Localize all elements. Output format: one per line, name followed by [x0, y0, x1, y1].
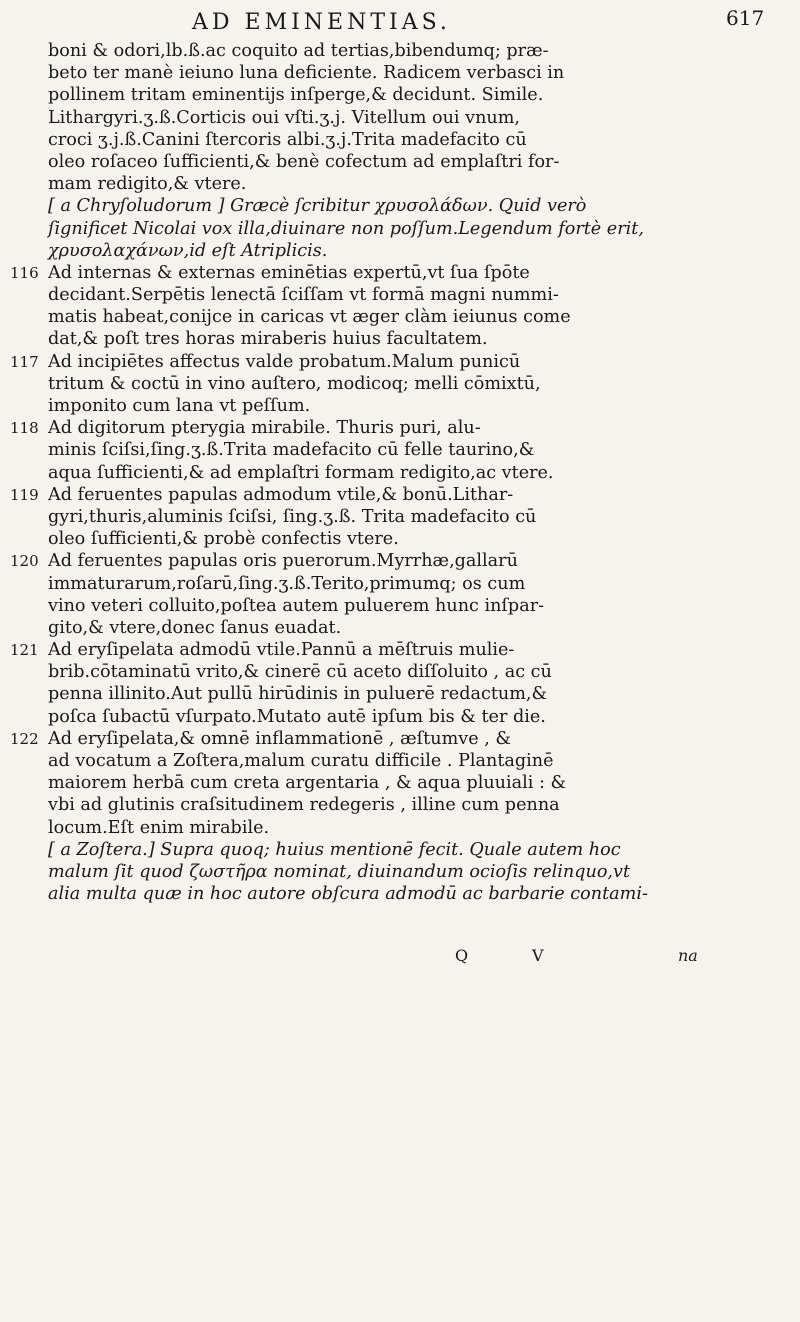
line-text: [ a Zoſtera.] Supra quoq; huius mentionē fecit. Quale autem hoc — [48, 839, 621, 860]
line-text: vbi ad glutinis craſsitudinem redegeris , illine cum penna — [48, 795, 560, 816]
text-line — [10, 462, 794, 484]
text-line — [10, 62, 794, 84]
text-line — [10, 750, 794, 772]
text-line — [10, 506, 794, 528]
line-text: malum ſit quod ζωστῆρα nominat, diuinandum ocioſis relinquo,vt — [48, 861, 631, 882]
text-line — [10, 772, 794, 794]
text-line — [10, 151, 794, 173]
line-text: beto ter manè ieiuno luna deficiente. Radicem verbasci in — [48, 63, 565, 84]
page-number: 617 — [726, 6, 765, 30]
line-text: Ad feruentes papulas oris puerorum.Myrrhæ,gallarū — [48, 551, 518, 572]
remedy-number: 116 — [10, 263, 39, 282]
text-line — [10, 706, 794, 728]
text-line — [10, 573, 794, 595]
text-line — [10, 107, 794, 129]
line-text: Ad feruentes papulas admodum vtile,& bonū.Lithar- — [48, 484, 514, 505]
line-text: matis habeat,conijce in caricas vt æger clàm ieiunus come — [48, 307, 571, 328]
line-text: mam redigito,& vtere. — [48, 174, 247, 195]
text-body — [10, 40, 794, 905]
text-line — [10, 328, 794, 350]
line-text: brib.cōtaminatū vrito,& cinerē cū aceto diſſoluito , ac cū — [48, 662, 552, 683]
signature-line — [0, 946, 800, 970]
text-line — [10, 794, 794, 816]
text-line — [10, 550, 794, 572]
text-line — [10, 439, 794, 461]
running-header — [0, 6, 800, 40]
text-line — [10, 218, 794, 240]
remedy-number: 121 — [10, 641, 39, 660]
text-line — [10, 839, 794, 861]
remedy-number: 117 — [10, 352, 39, 371]
text-line — [10, 173, 794, 195]
remedy-number: 120 — [10, 552, 39, 571]
line-text: croci ʒ.j.ß.Canini ſtercoris albi.ʒ.j.Trita madefacito cū — [48, 129, 527, 150]
line-text: maiorem herbā cum creta argentaria , & aqua pluuiali : & — [48, 773, 567, 794]
text-line — [10, 661, 794, 683]
line-text: poſca ſubactū vſurpato.Mutato autē ipſum bis & ter die. — [48, 706, 546, 727]
line-text: oleo roſaceo ſufficienti,& benè cofectum ad emplaſtri for- — [48, 151, 560, 172]
remedy-number: 122 — [10, 729, 39, 748]
line-text: dat,& poſt tres horas miraberis huius facultatem. — [48, 329, 488, 350]
text-line — [10, 817, 794, 839]
text-line — [10, 883, 794, 905]
line-text: pollinem tritam eminentijs inſperge,& decidunt. Simile. — [48, 85, 544, 106]
text-line — [10, 306, 794, 328]
line-text: Ad digitorum pterygia mirabile. Thuris puri, alu- — [48, 418, 481, 439]
line-text: immaturarum,roſarū,ſing.ʒ.ß.Terito,primumq; os cum — [48, 573, 526, 594]
text-line — [10, 484, 794, 506]
line-text: vino veteri colluito,poſtea autem puluerem hunc inſpar- — [48, 595, 545, 616]
text-line — [10, 262, 794, 284]
line-text: aqua ſufficienti,& ad emplaſtri formam redigito,ac vtere. — [48, 462, 554, 483]
line-text: gito,& vtere,donec ſanus euadat. — [48, 617, 342, 638]
line-text: ſignificet Nicolai vox illa,diuinare non poſſum.Legendum fortè erit, — [48, 218, 644, 239]
line-text: penna illinito.Aut pullū hirūdinis in puluerē redactum,& — [48, 684, 548, 705]
line-text: Ad incipiētes affectus valde probatum.Malum punicū — [48, 351, 521, 372]
text-line — [10, 195, 794, 217]
text-line — [10, 683, 794, 705]
line-text: alia multa quæ in hoc autore obſcura admodū ac barbarie contami- — [48, 884, 648, 905]
line-text: Lithargyri.ʒ.ß.Corticis oui vſti.ʒ.j. Vitellum oui vnum, — [48, 107, 521, 128]
signature-sheet: V — [532, 946, 544, 965]
line-text: gyri,thuris,aluminis ſciſsi, ſing.ʒ.ß. Trita madefacito cū — [48, 506, 537, 527]
line-text: boni & odori,lb.ß.ac coquito ad tertias,bibendumq; præ- — [48, 41, 549, 61]
text-line — [10, 639, 794, 661]
line-text: minis ſciſsi,ſing.ʒ.ß.Trita madefacito cū felle taurino,& — [48, 440, 535, 461]
text-line — [10, 284, 794, 306]
text-line — [10, 351, 794, 373]
text-line — [10, 84, 794, 106]
text-line — [10, 373, 794, 395]
text-line — [10, 240, 794, 262]
line-text: Ad eryſipelata,& omnē inflammationē , æſtumve , & — [48, 728, 512, 749]
text-line — [10, 617, 794, 639]
line-text: [ a Chryſoludorum ] Græcè ſcribitur χρυσολάδων. Quid verò — [48, 196, 587, 217]
text-line — [10, 395, 794, 417]
text-line — [10, 595, 794, 617]
line-text: tritum & coctū in vino auſtero, modicoq; melli cōmixtū, — [48, 373, 541, 394]
line-text: Ad internas & externas eminētias expertū,vt ſua ſpōte — [48, 262, 530, 283]
text-line — [10, 861, 794, 883]
running-title: AD EMINENTIAS. — [192, 10, 451, 35]
text-line — [10, 728, 794, 750]
remedy-number: 119 — [10, 485, 39, 504]
text-line — [10, 40, 794, 62]
text-line — [10, 528, 794, 550]
catchword: na — [678, 946, 698, 965]
text-line — [10, 129, 794, 151]
line-text: oleo ſufficienti,& probè confectis vtere. — [48, 529, 399, 550]
line-text: imponito cum lana vt peſſum. — [48, 396, 311, 416]
remedy-number: 118 — [10, 419, 39, 438]
line-text: decidant.Serpētis lenectā ſciſſam vt formā magni nummi- — [48, 285, 559, 306]
line-text: χρυσολαχάνων,id eſt Atriplicis. — [48, 240, 328, 261]
line-text: ad vocatum a Zoſtera,malum curatu difficile . Plantaginē — [48, 751, 554, 771]
text-line — [10, 417, 794, 439]
line-text: Ad eryſipelata admodū vtile.Pannū a mēſtruis mulie- — [48, 640, 515, 661]
signature-mark: Q — [455, 946, 469, 965]
line-text: locum.Eſt enim mirabile. — [48, 817, 270, 838]
